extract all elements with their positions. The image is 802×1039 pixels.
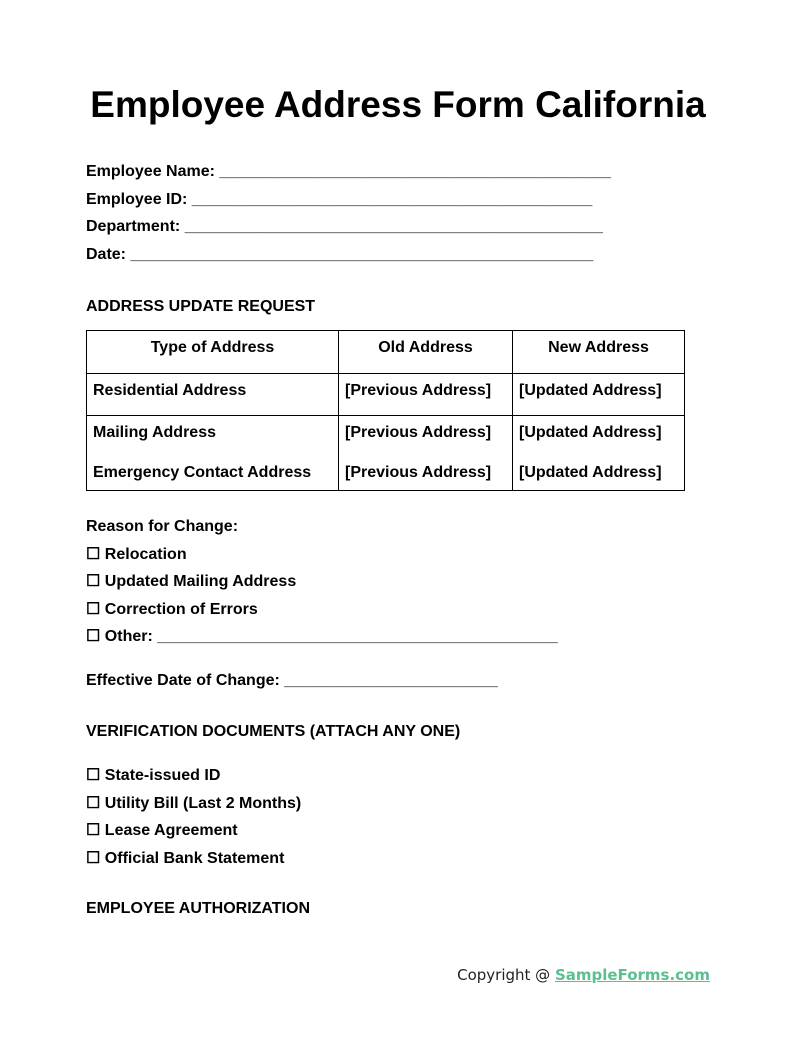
footer-copyright	[457, 966, 710, 984]
checkbox-updated-mailing[interactable]	[86, 568, 558, 596]
copyright-text: Copyright @	[457, 966, 555, 984]
table-row	[87, 416, 685, 491]
option-label: Official Bank Statement	[104, 849, 285, 867]
option-label: Utility Bill (Last 2 Months)	[104, 794, 302, 812]
checkbox-icon[interactable]: ☐	[86, 573, 101, 591]
checkbox-icon[interactable]: ☐	[86, 767, 101, 784]
employee-id-field[interactable]	[86, 186, 611, 214]
table-cell[interactable]	[339, 416, 513, 491]
blank-line[interactable]: ________________________	[284, 672, 498, 689]
checkbox-icon[interactable]: ☐	[86, 600, 101, 618]
employee-info-fields	[86, 158, 611, 268]
effective-date-field[interactable]	[86, 667, 498, 695]
checkbox-correction[interactable]	[86, 596, 558, 624]
option-label: Relocation	[104, 545, 187, 563]
field-label: Employee ID:	[86, 190, 188, 208]
field-label: Employee Name:	[86, 163, 215, 180]
cell-text: [Updated Address]	[519, 424, 662, 441]
blank-line[interactable]: _____________________________________________	[191, 190, 593, 208]
section-heading-address-update: ADDRESS UPDATE REQUEST	[86, 298, 316, 315]
cell-text: [Previous Address]	[345, 464, 492, 481]
checkbox-bank-statement[interactable]	[86, 845, 301, 873]
checkbox-state-id[interactable]	[86, 762, 301, 790]
section-heading-verification: VERIFICATION DOCUMENTS (ATTACH ANY ONE)	[86, 723, 461, 740]
checkbox-icon[interactable]: ☐	[86, 822, 101, 840]
checkbox-other[interactable]	[86, 623, 558, 651]
column-header: New Address	[513, 331, 685, 374]
section-heading-authorization: EMPLOYEE AUTHORIZATION	[86, 900, 310, 917]
field-label: Department:	[86, 218, 181, 236]
blank-line[interactable]: ____________________________________________________	[130, 245, 594, 263]
checkbox-lease[interactable]	[86, 817, 301, 845]
verification-documents	[86, 762, 301, 872]
address-table	[86, 330, 685, 491]
blank-line[interactable]: _____________________________________________	[157, 628, 558, 646]
page-title: Employee Address Form California	[90, 84, 706, 125]
blank-line[interactable]: _______________________________________________	[184, 218, 603, 236]
checkbox-icon[interactable]: ☐	[86, 628, 101, 646]
sampleforms-link[interactable]: SampleForms.com	[554, 966, 710, 984]
option-label: Correction of Errors	[104, 600, 258, 618]
checkbox-utility-bill[interactable]	[86, 790, 301, 818]
table-cell[interactable]: [Previous Address]	[339, 374, 513, 416]
field-label: Effective Date of Change:	[86, 672, 280, 689]
reason-label: Reason for Change:	[86, 518, 239, 535]
option-label: State-issued ID	[104, 767, 221, 784]
table-row	[87, 374, 685, 416]
checkbox-relocation[interactable]	[86, 541, 558, 569]
checkbox-icon[interactable]: ☐	[86, 794, 101, 812]
checkbox-icon[interactable]: ☐	[86, 849, 101, 867]
reason-for-change	[86, 513, 558, 651]
employee-name-field[interactable]	[86, 158, 611, 186]
option-label: Lease Agreement	[104, 822, 238, 840]
cell-text: [Previous Address]	[345, 424, 492, 441]
table-cell	[87, 416, 339, 491]
date-field[interactable]	[86, 241, 611, 269]
department-field[interactable]	[86, 213, 611, 241]
option-label: Other:	[104, 628, 153, 646]
cell-text: Emergency Contact Address	[93, 464, 312, 481]
blank-line[interactable]: ____________________________________________	[219, 163, 611, 180]
field-label: Date:	[86, 245, 127, 263]
checkbox-icon[interactable]: ☐	[86, 545, 101, 563]
cell-text: Mailing Address	[93, 424, 216, 441]
table-header-row	[87, 331, 685, 374]
option-label: Updated Mailing Address	[104, 573, 297, 591]
table-cell: Residential Address	[87, 374, 339, 416]
table-cell[interactable]	[513, 416, 685, 491]
column-header: Type of Address	[87, 331, 339, 374]
column-header: Old Address	[339, 331, 513, 374]
table-cell[interactable]: [Updated Address]	[513, 374, 685, 416]
cell-text: [Updated Address]	[519, 464, 662, 481]
